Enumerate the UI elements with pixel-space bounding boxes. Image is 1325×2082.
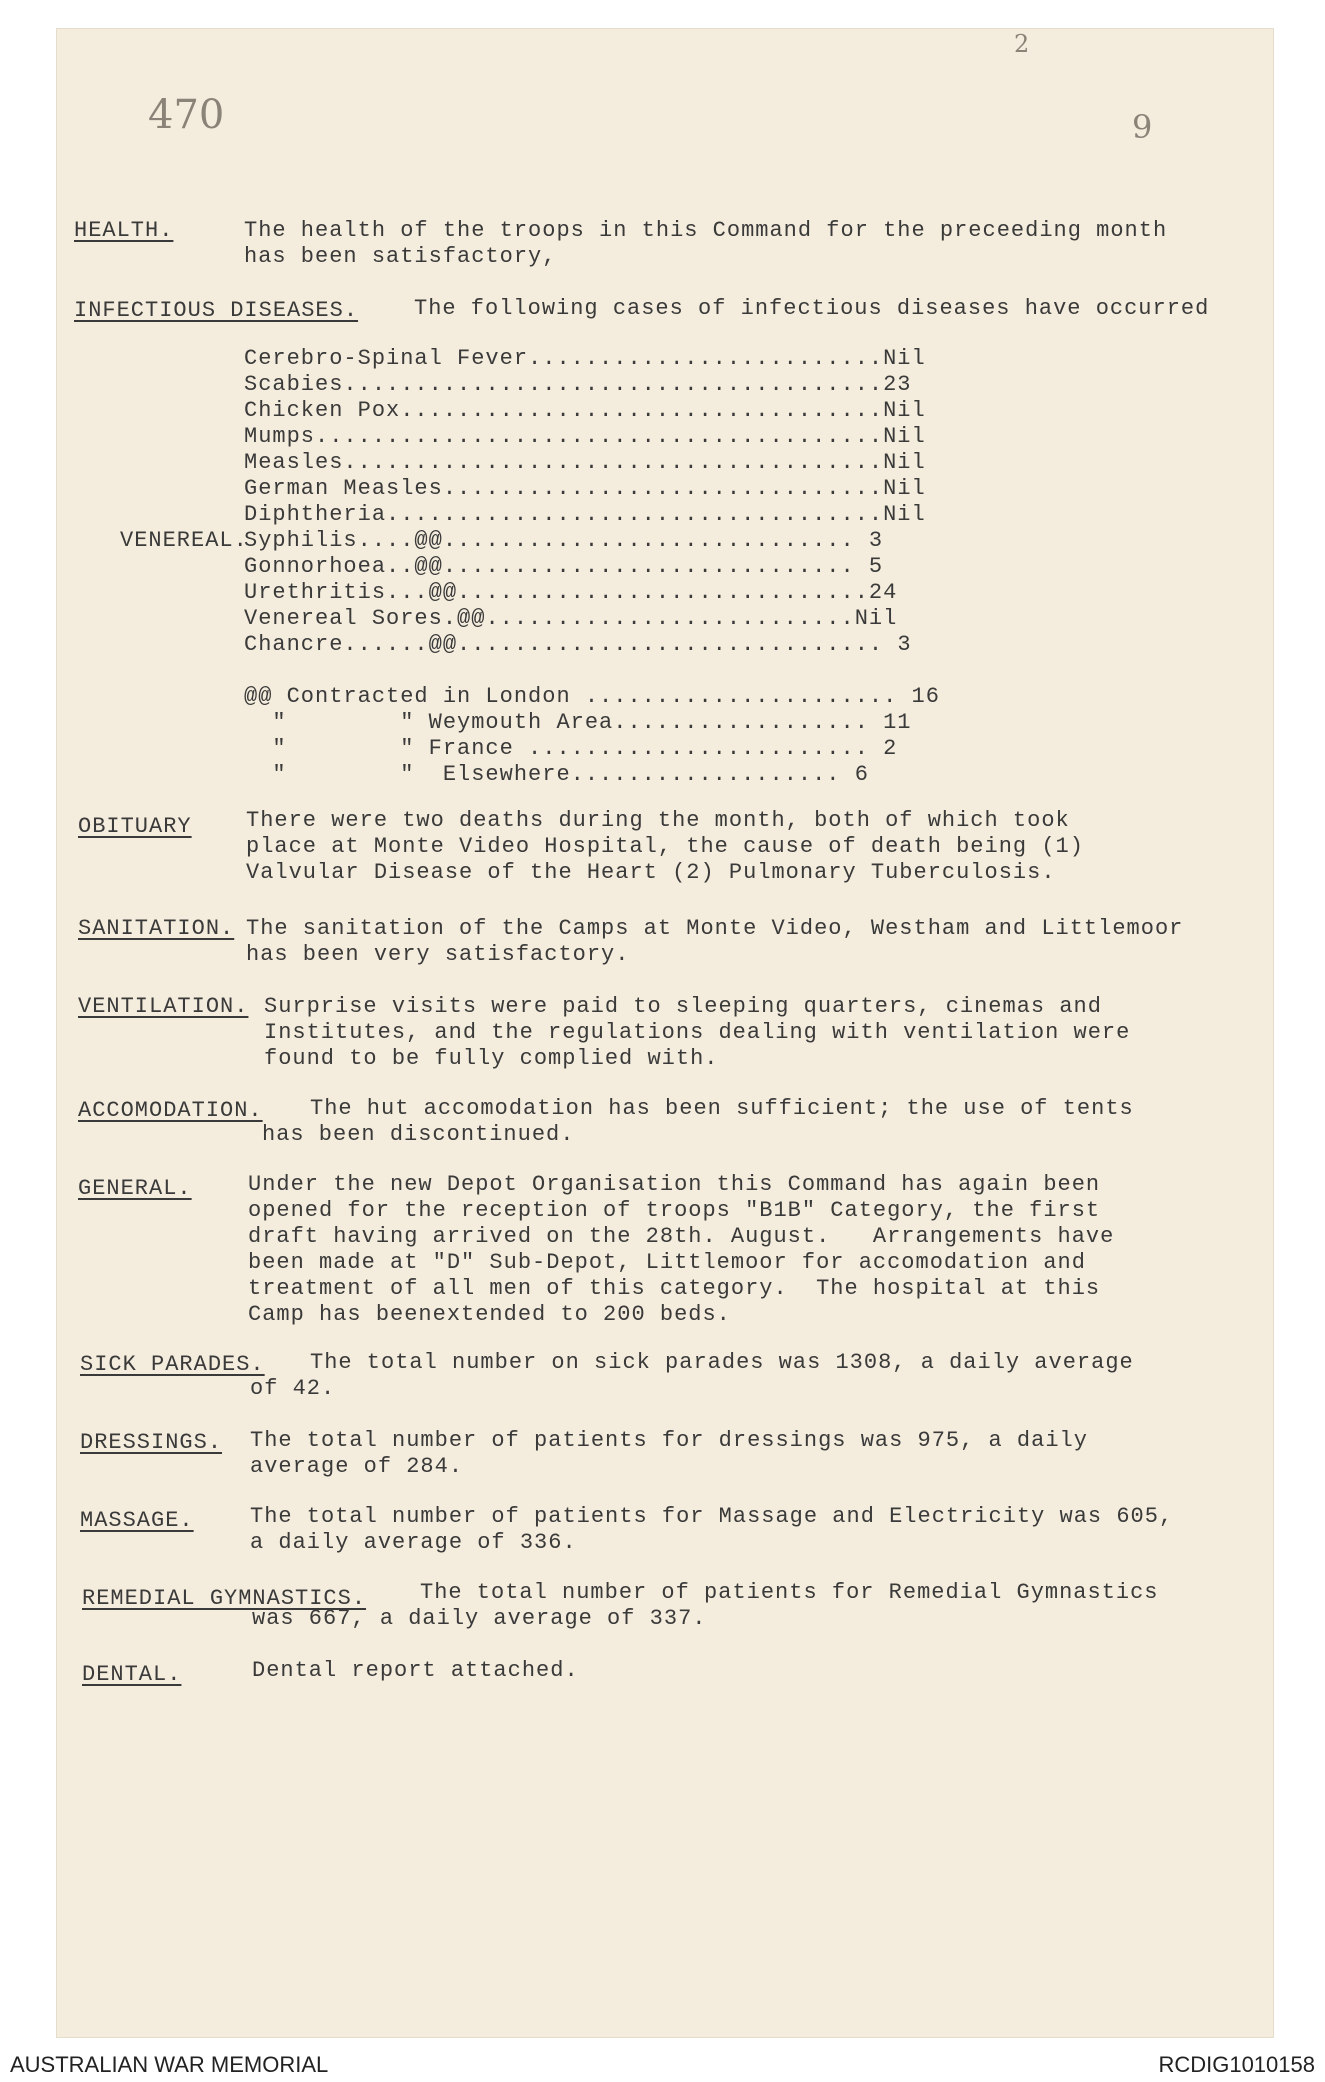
sick-parades-heading: SICK PARADES. (80, 1352, 265, 1377)
contracted-value: 16 (911, 684, 940, 709)
general-line-1: Under the new Depot Organisation this Command has again been (248, 1172, 1101, 1197)
disease-row: Urethritis...@@.............................24 (244, 580, 898, 605)
general-line-4: been made at "D" Sub-Depot, Littlemoor for accomodation and (248, 1250, 1086, 1275)
sick-parades-line-1: The total number on sick parades was 1308, a daily average (310, 1350, 1134, 1375)
disease-row: Mumps........................................Nil (244, 424, 926, 449)
disease-value: 23 (883, 372, 912, 397)
contracted-label: " " France (244, 736, 514, 761)
obituary-heading: OBITUARY (78, 814, 192, 839)
disease-name: Chancre......@@ (244, 632, 458, 657)
disease-value: Nil (883, 502, 926, 527)
contracted-label: " " Elsewhere (244, 762, 571, 787)
general-line-2: opened for the reception of troops "B1B" Category, the first (248, 1198, 1101, 1223)
obituary-line-2: place at Monte Video Hospital, the cause of death being (1) (246, 834, 1084, 859)
footer-record-id: RCDIG1010158 (1158, 2052, 1315, 2077)
contracted-value: 11 (883, 710, 912, 735)
disease-name: Scabies (244, 372, 344, 397)
disease-row: German Measles...............................Nil (244, 476, 926, 501)
archive-number: 470 (148, 92, 225, 138)
disease-value: Nil (883, 476, 926, 501)
ventilation-line-1: Surprise visits were paid to sleeping quarters, cinemas and (264, 994, 1102, 1019)
dental-heading: DENTAL. (82, 1662, 182, 1687)
contracted-row: " " France ........................ 2 (244, 736, 898, 761)
massage-heading: MASSAGE. (80, 1508, 194, 1533)
disease-row: Venereal Sores.@@..........................Nil (244, 606, 898, 631)
contracted-row: " " Elsewhere................... 6 (244, 762, 869, 787)
disease-value: 3 (897, 632, 912, 657)
disease-value: Nil (883, 424, 926, 449)
disease-row: Diphtheria...................................Nil (244, 502, 926, 527)
health-line-2: has been satisfactory, (244, 244, 557, 269)
accomodation-line-2: has been discontinued. (262, 1122, 575, 1147)
disease-name: Measles (244, 450, 344, 475)
disease-value: 24 (868, 580, 898, 605)
dressings-line-2: average of 284. (250, 1454, 464, 1479)
contracted-label: " " Weymouth Area (244, 710, 614, 735)
disease-row: Syphilis....@@............................. 3 (244, 528, 884, 553)
contracted-value: 6 (854, 762, 869, 787)
venereal-label: VENEREAL. (120, 528, 248, 553)
remedial-line-2: was 667, a daily average of 337. (252, 1606, 707, 1631)
obituary-line-3: Valvular Disease of the Heart (2) Pulmonary Tuberculosis. (246, 860, 1056, 885)
disease-row: Measles......................................Nil (244, 450, 926, 475)
general-heading: GENERAL. (78, 1176, 192, 1201)
disease-row: Scabies......................................23 (244, 372, 912, 397)
disease-value: Nil (854, 606, 898, 631)
archive-footer (0, 2044, 1325, 2082)
dental-line-1: Dental report attached. (252, 1658, 579, 1683)
sanitation-line-1: The sanitation of the Camps at Monte Video, Westham and Littlemoor (246, 916, 1184, 941)
contracted-value: 2 (883, 736, 898, 761)
disease-name: Mumps (244, 424, 316, 449)
disease-name: Gonnorhoea..@@ (244, 554, 443, 579)
general-line-3: draft having arrived on the 28th. August. Arrangements have (248, 1224, 1115, 1249)
remedial-line-1: The total number of patients for Remedial Gymnastics (420, 1580, 1159, 1605)
disease-name: Venereal Sores.@@ (244, 606, 486, 631)
contracted-row: @@ Contracted in London ...................... 16 (244, 684, 940, 709)
sanitation-line-2: has been very satisfactory. (246, 942, 630, 967)
top-mark: 2 (1014, 30, 1030, 58)
sanitation-heading: SANITATION. (78, 916, 235, 941)
general-line-6: Camp has beenextended to 200 beds. (248, 1302, 731, 1327)
disease-name: Urethritis...@@ (244, 580, 458, 605)
footer-institution: AUSTRALIAN WAR MEMORIAL (10, 2052, 329, 2077)
disease-name: Chicken Pox (244, 398, 401, 423)
disease-name: Syphilis....@@ (244, 528, 443, 553)
disease-name: German Measles (244, 476, 443, 501)
page-mark: 9 (1132, 108, 1153, 146)
disease-value: Nil (883, 346, 926, 371)
dressings-line-1: The total number of patients for dressings was 975, a daily (250, 1428, 1088, 1453)
health-line-1: The health of the troops in this Command for the preceeding month (244, 218, 1168, 243)
ventilation-line-3: found to be fully complied with. (264, 1046, 719, 1071)
obituary-line-1: There were two deaths during the month, both of which took (246, 808, 1070, 833)
accomodation-heading: ACCOMODATION. (78, 1098, 263, 1123)
infectious-intro: The following cases of infectious diseases have occurred (414, 296, 1210, 321)
disease-value: Nil (883, 398, 926, 423)
dressings-heading: DRESSINGS. (80, 1430, 223, 1455)
ventilation-line-2: Institutes, and the regulations dealing with ventilation were (264, 1020, 1131, 1045)
ventilation-heading: VENTILATION. (78, 994, 249, 1019)
disease-row: Chancre......@@.............................. 3 (244, 632, 912, 657)
general-line-5: treatment of all men of this category. The hospital at this (248, 1276, 1101, 1301)
accomodation-line-1: The hut accomodation has been sufficient; the use of tents (310, 1096, 1134, 1121)
massage-line-1: The total number of patients for Massage and Electricity was 605, (250, 1504, 1174, 1529)
infectious-heading: INFECTIOUS DISEASES. (74, 298, 359, 323)
disease-row: Gonnorhoea..@@............................. 5 (244, 554, 884, 579)
disease-value: Nil (883, 450, 926, 475)
disease-name: Diphtheria (244, 502, 387, 527)
sick-parades-line-2: of 42. (250, 1376, 336, 1401)
health-heading: HEALTH. (74, 218, 174, 243)
disease-value: 5 (868, 554, 884, 579)
contracted-row: " " Weymouth Area.................. 11 (244, 710, 912, 735)
disease-row: Cerebro-Spinal Fever.........................Nil (244, 346, 926, 371)
remedial-heading: REMEDIAL GYMNASTICS. (82, 1586, 367, 1611)
disease-value: 3 (868, 528, 884, 553)
disease-name: Cerebro-Spinal Fever (244, 346, 529, 371)
disease-row: Chicken Pox..................................Nil (244, 398, 926, 423)
massage-line-2: a daily average of 336. (250, 1530, 577, 1555)
contracted-label: @@ Contracted in London (244, 684, 571, 709)
